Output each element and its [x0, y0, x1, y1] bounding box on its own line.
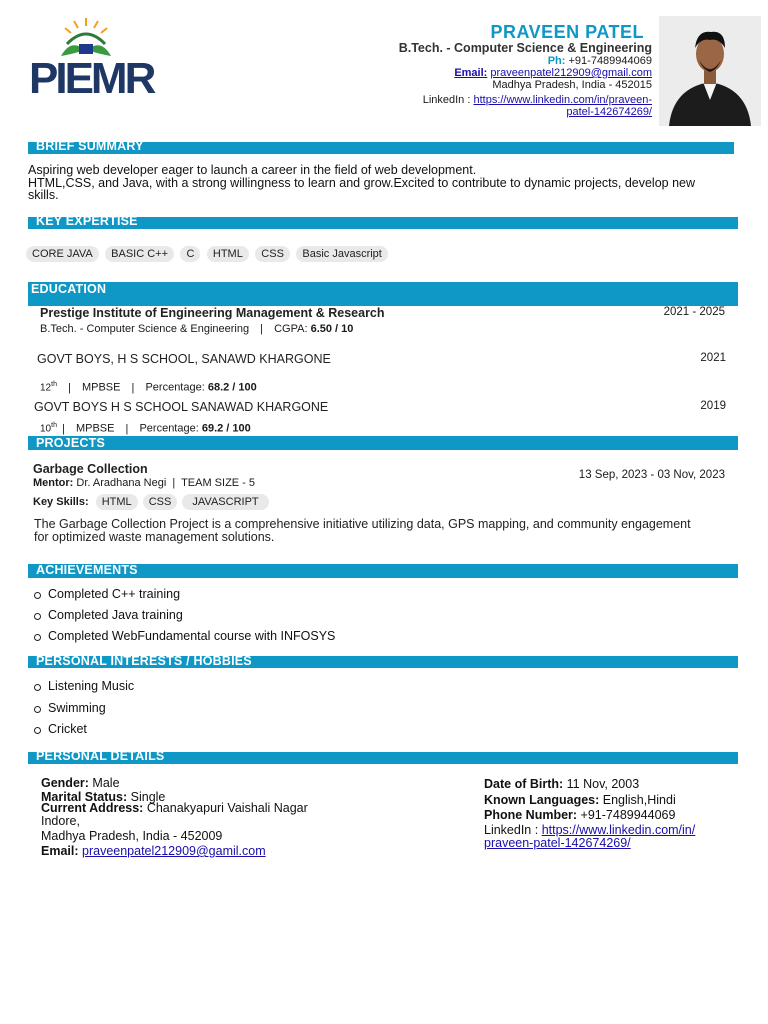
mentor-label: Mentor:: [33, 477, 74, 489]
section-header-personal: PERSONAL DETAILS: [28, 752, 738, 764]
project-name: Garbage Collection: [33, 462, 148, 476]
education-detail-1: [40, 323, 353, 335]
project-dates: 13 Sep, 2023 - 03 Nov, 2023: [578, 469, 725, 481]
summary-line-3: skills.: [28, 188, 59, 202]
phone-label: Ph:: [547, 55, 566, 67]
summary-text: [28, 164, 738, 202]
address-line-2: Indore,: [41, 814, 80, 828]
linkedin-link-line1[interactable]: https://www.linkedin.com/in/praveen-: [473, 94, 652, 106]
header-email: [454, 67, 652, 79]
project-mentor: Mentor: Dr. Aradhana Negi | TEAM SIZE - 5: [33, 477, 256, 489]
gender-label: Gender:: [41, 776, 89, 790]
header-degree: B.Tech. - Computer Science & Engineering: [398, 41, 652, 55]
project-desc-line-2: for optimized waste management solutions.: [34, 529, 275, 544]
project-description: [34, 518, 691, 543]
section-header-projects: PROJECTS: [28, 436, 738, 450]
cgpa-label: CGPA:: [274, 323, 308, 335]
profile-photo: [659, 16, 761, 126]
percentage-label: Percentage:: [139, 422, 199, 435]
expertise-chips: [26, 244, 390, 262]
education-school-2: GOVT BOYS, H S SCHOOL, SANAWD KHARGONE: [37, 352, 331, 366]
grade-suffix: th: [51, 381, 57, 388]
achievements-list: [28, 587, 335, 650]
list-item: Completed Java training: [28, 608, 335, 629]
team-size: TEAM SIZE - 5: [181, 477, 256, 489]
candidate-name: PRAVEEN PATEL: [490, 22, 644, 42]
personal-email-link[interactable]: praveenpatel212909@gamil.com: [82, 844, 266, 858]
phone-row: [484, 808, 754, 824]
header-phone: [548, 55, 652, 67]
education-degree: B.Tech. - Computer Science & Engineering: [40, 323, 250, 335]
personal-linkedin-link-2[interactable]: praveen-patel-142674269/: [484, 835, 631, 850]
skill-chip: CSS: [143, 494, 178, 510]
section-header-summary: BRIEF SUMMARY: [28, 142, 734, 154]
percentage-label: Percentage:: [145, 381, 205, 394]
person-photo-icon: [659, 16, 761, 126]
expertise-chip: CSS: [255, 246, 290, 262]
grade: 10: [40, 423, 52, 435]
expertise-chip: HTML: [207, 246, 249, 262]
header-location: Madhya Pradesh, India - 452015: [492, 79, 652, 91]
dob-row: [484, 777, 754, 793]
languages-value: English,Hindi: [602, 792, 676, 807]
list-item: Swimming: [28, 701, 134, 723]
phone-value: +91-7489944069: [568, 55, 652, 67]
board: MPBSE: [75, 422, 115, 435]
gender-row: [41, 777, 371, 790]
list-item: Completed WebFundamental course with INFOSYS: [28, 629, 335, 650]
hobbies-list: [28, 679, 134, 744]
linkedin-row: [484, 824, 754, 850]
separator: |: [260, 323, 264, 335]
personal-phone-label: Phone Number:: [484, 808, 578, 822]
dob-label: Date of Birth:: [484, 777, 564, 791]
education-years-1: 2021 - 2025: [663, 306, 725, 318]
expertise-chip: Basic Javascript: [296, 246, 387, 262]
skill-chip: JAVASCRIPT: [182, 494, 268, 510]
summary-line-2: HTML,CSS, and Java, with a strong willingness to learn and grow.Excited to contribute to dynamic projects, develop new: [28, 175, 696, 190]
personal-email-label: Email:: [41, 844, 79, 858]
email-label: Email:: [454, 67, 488, 79]
skills-label: Key Skills:: [33, 496, 89, 508]
education-school-1: Prestige Institute of Engineering Management & Research: [40, 306, 385, 320]
personal-left: [41, 777, 371, 858]
project-skills: [33, 494, 271, 510]
expertise-chip: CORE JAVA: [26, 246, 99, 262]
cgpa-value: 6.50 / 10: [310, 323, 354, 335]
percentage-value: 68.2 / 100: [207, 381, 257, 394]
grade-suffix: th: [51, 422, 57, 429]
address-line-1: Chanakyapuri Vaishali Nagar: [146, 801, 308, 815]
dob-value: 11 Nov, 2003: [566, 777, 640, 791]
percentage-value: 69.2 / 100: [201, 422, 251, 435]
email-row: [41, 845, 371, 858]
personal-phone-value: +91-7489944069: [580, 808, 676, 822]
personal-linkedin-link-1[interactable]: https://www.linkedin.com/in/: [541, 822, 696, 837]
education-years-3: 2019: [700, 400, 726, 412]
college-logo: [27, 14, 154, 103]
languages-label: Known Languages:: [484, 792, 600, 807]
address-label: Current Address:: [41, 801, 144, 815]
languages-row: [484, 793, 754, 809]
list-item: Listening Music: [28, 679, 134, 701]
section-header-achievements: ACHIEVEMENTS: [28, 564, 738, 578]
education-school-3: GOVT BOYS H S SCHOOL SANAWAD KHARGONE: [34, 400, 329, 414]
section-header-expertise: KEY EXPERTISE: [28, 217, 738, 229]
expertise-chip: C: [180, 246, 200, 262]
section-header-education: EDUCATION: [28, 282, 738, 306]
personal-linkedin-label: LinkedIn :: [484, 822, 539, 837]
education-years-2: 2021: [700, 352, 726, 364]
project-desc-line-1: The Garbage Collection Project is a comprehensive initiative utilizing data, GPS mapping, and community engagement: [34, 517, 691, 531]
email-link[interactable]: praveenpatel212909@gmail.com: [490, 67, 652, 79]
board: MPBSE: [81, 381, 121, 394]
skill-chip: HTML: [96, 494, 138, 510]
section-header-hobbies: PERSONAL INTERESTS / HOBBIES: [28, 656, 738, 668]
mentor-name: Dr. Aradhana Negi: [76, 477, 167, 489]
marital-value: Single: [130, 790, 166, 804]
linkedin-link-line2[interactable]: patel-142674269/: [566, 106, 652, 118]
marital-label: Marital Status:: [41, 790, 128, 804]
list-item: Completed C++ training: [28, 587, 335, 608]
summary-line-1: Aspiring web developer eager to launch a career in the field of web development.: [28, 163, 477, 177]
header-linkedin: [423, 94, 652, 118]
education-detail-2: 12th | MPBSE | Percentage: 68.2 / 100: [40, 381, 257, 394]
linkedin-label: LinkedIn :: [422, 94, 471, 106]
logo-text: PIEMR: [29, 54, 154, 103]
education-detail-3: 10th | MPBSE | Percentage: 69.2 / 100: [40, 422, 251, 435]
address-row: [41, 802, 371, 815]
grade: 12: [40, 382, 52, 394]
expertise-chip: BASIC C++: [105, 246, 174, 262]
personal-right: [484, 777, 754, 850]
list-item: Cricket: [28, 722, 134, 744]
address-line-3: Madhya Pradesh, India - 452009: [41, 829, 223, 843]
gender-value: Male: [92, 776, 120, 790]
